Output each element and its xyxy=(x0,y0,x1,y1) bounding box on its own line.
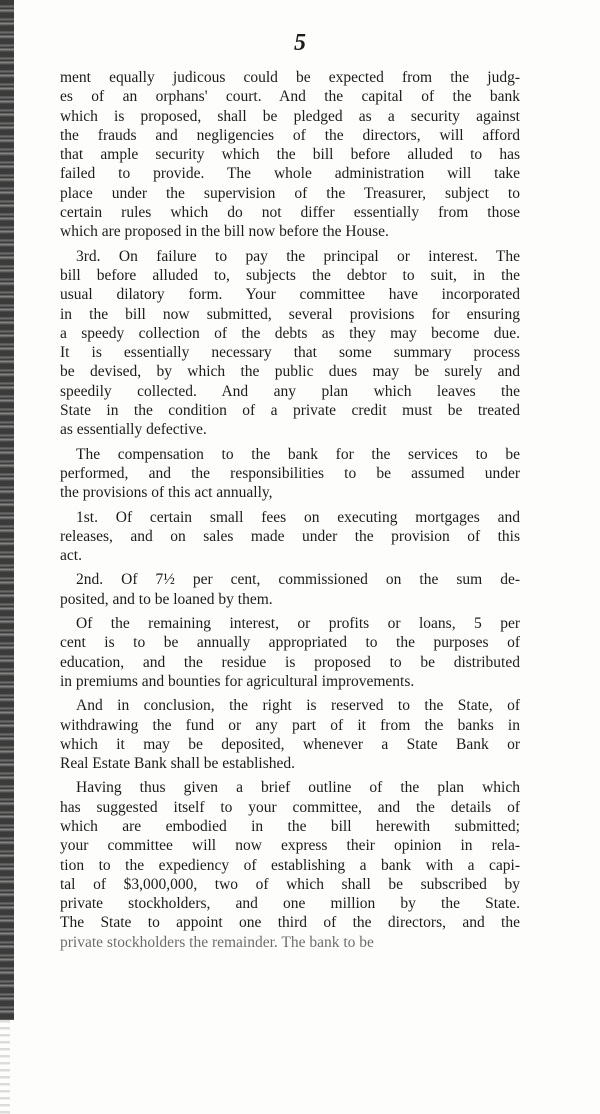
text-line: usual dilatory form. Your committee have incorporated xyxy=(60,286,520,304)
text-line: which it may be deposited, whenever a State Bank or xyxy=(60,735,520,753)
text-line: be devised, by which the public dues may be surely and xyxy=(60,363,520,381)
paragraph xyxy=(60,508,520,566)
text-line: releases, and on sales made under the provision of this xyxy=(60,527,520,545)
text-line: bill before alluded to, subjects the debtor to suit, in the xyxy=(60,266,520,284)
text-line: Of the remaining interest, or profits or loans, 5 per xyxy=(76,615,520,633)
text-line: And in conclusion, the right is reserved to the State, of xyxy=(76,697,520,715)
text-line: posited, and to be loaned by them. xyxy=(60,590,273,608)
paragraph xyxy=(60,445,520,503)
text-line: 1st. Of certain small fees on executing mortgages and xyxy=(76,508,520,526)
text-line: Having thus given a brief outline of the plan which xyxy=(76,779,520,797)
text-line: tal of $3,000,000, two of which shall be subscribed by xyxy=(60,875,520,893)
text-line: Real Estate Bank shall be established. xyxy=(60,755,296,773)
text-line: that ample security which the bill before alluded to has xyxy=(60,146,520,164)
text-line: private stockholders the remainder. The bank to be xyxy=(60,933,374,951)
text-line: tion to the expediency of establishing a bank with a capi- xyxy=(60,856,520,874)
text-line: in the bill now submitted, several provisions for ensuring xyxy=(60,305,520,323)
text-line: which is proposed, shall be pledged as a security against xyxy=(60,107,520,125)
book-binding-edge-fade xyxy=(0,1020,10,1114)
paragraph xyxy=(60,570,520,609)
text-line: The State to appoint one third of the directors, and the xyxy=(60,914,520,932)
paragraph xyxy=(60,696,520,773)
text-line: speedily collected. And any plan which leaves the xyxy=(60,382,520,400)
text-line: withdrawing the fund or any part of it from the banks in xyxy=(60,716,520,734)
text-line: the provisions of this act annually, xyxy=(60,484,273,502)
page-number: 5 xyxy=(294,30,306,56)
document-body xyxy=(60,68,520,952)
text-line: the frauds and negligencies of the directors, will afford xyxy=(60,126,520,144)
paragraph xyxy=(60,778,520,952)
text-line: has suggested itself to your committee, and the details of xyxy=(60,798,520,816)
text-line: It is essentially necessary that some summary process xyxy=(60,344,520,362)
text-line: State in the condition of a private credit must be treated xyxy=(60,402,520,420)
text-line: as essentially defective. xyxy=(60,421,207,439)
text-line: cent is to be annually appropriated to the purposes of xyxy=(60,634,520,652)
text-line: failed to provide. The whole administration will take xyxy=(60,165,520,183)
text-line: certain rules which do not differ essentially from those xyxy=(60,204,520,222)
text-line: act. xyxy=(60,547,82,565)
paragraph xyxy=(60,68,520,242)
text-line: a speedy collection of the debts as they may become due. xyxy=(60,324,520,342)
text-line: private stockholders, and one million by the State. xyxy=(60,895,520,913)
text-line: place under the supervision of the Treasurer, subject to xyxy=(60,184,520,202)
text-line: ment equally judicous could be expected from the judg- xyxy=(60,69,520,86)
book-binding-edge xyxy=(0,0,14,1020)
paragraph xyxy=(60,247,520,440)
text-line: The compensation to the bank for the services to be xyxy=(76,445,520,463)
text-line: es of an orphans' court. And the capital of the bank xyxy=(60,88,520,106)
text-line: performed, and the responsibilities to be assumed under xyxy=(60,464,520,482)
paragraph xyxy=(60,614,520,691)
text-line: 3rd. On failure to pay the principal or interest. The xyxy=(76,247,520,265)
text-line: your committee will now express their opinion in rela- xyxy=(60,837,520,855)
text-line: in premiums and bounties for agricultural improvements. xyxy=(60,672,415,690)
text-line: which are embodied in the bill herewith submitted; xyxy=(60,817,520,835)
text-line: education, and the residue is proposed to be distributed xyxy=(60,653,520,671)
text-line: 2nd. Of 7½ per cent, commissioned on the sum de- xyxy=(76,571,520,589)
text-line: which are proposed in the bill now before the House. xyxy=(60,223,389,241)
